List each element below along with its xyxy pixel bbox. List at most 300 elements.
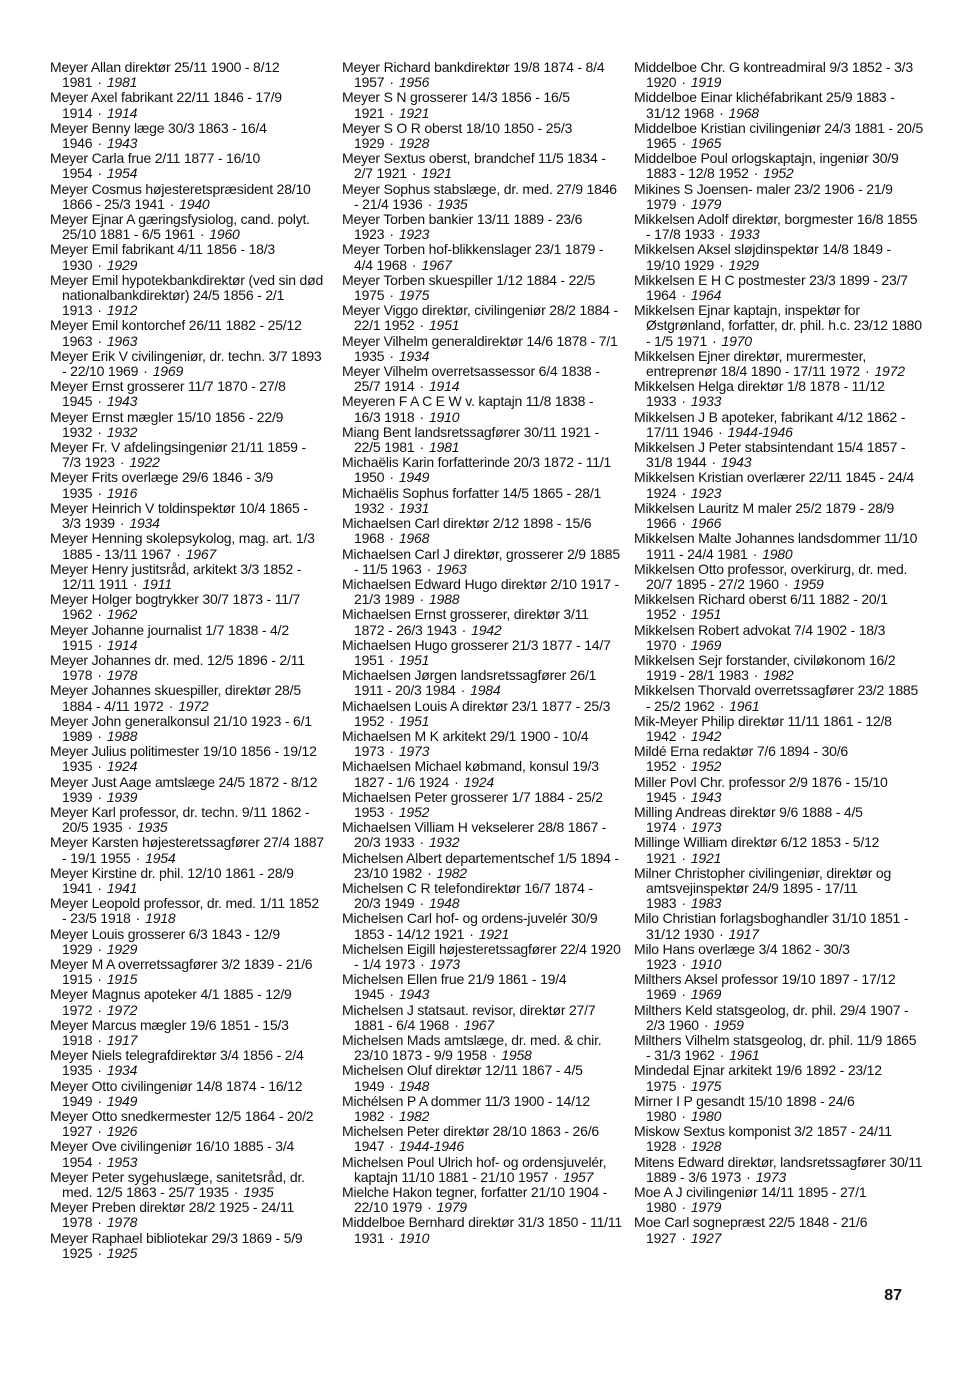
separator-dot: · (419, 895, 424, 912)
separator-dot: · (97, 636, 102, 653)
entry-year: 1948 (398, 1077, 430, 1094)
index-entry (342, 790, 622, 820)
index-entry (342, 759, 622, 789)
index-entry (50, 1200, 326, 1230)
index-entry (342, 547, 622, 577)
entry-text: Middelboe Chr. G kontreadmiral 9/3 1852 - 3/3 1920 (634, 59, 913, 91)
separator-dot: · (97, 1214, 102, 1231)
entry-year: 1963 (106, 332, 138, 349)
separator-dot: · (389, 1138, 394, 1155)
entry-year: 1982 (436, 864, 467, 881)
index-entry (342, 273, 622, 303)
entry-text: Meyer Johanne journalist 1/7 1838 - 4/2 1915 (50, 621, 289, 653)
separator-dot: · (681, 74, 686, 91)
index-entry (634, 379, 924, 409)
index-entry (342, 607, 622, 637)
separator-dot: · (681, 287, 686, 304)
separator-dot: · (681, 393, 686, 410)
entry-text: Meyer Emil fabrikant 4/11 1856 - 18/3 1930 (50, 241, 276, 273)
entry-year: 1917 (106, 1032, 138, 1048)
entry-year: 1984 (470, 682, 501, 699)
index-entry (50, 440, 326, 470)
entry-text: Michelsen Peter direktør 28/10 1863 - 26/6 1947 (342, 1123, 599, 1155)
entry-year: 1951 (428, 317, 460, 334)
entry-text: Mindedal Ejnar arkitekt 19/6 1892 - 23/12 1975 (634, 1062, 882, 1094)
entry-text: Michaelsen Carl direktør 2/12 1898 - 15/6 1968 (342, 515, 592, 547)
entry-year: 1973 (690, 819, 722, 836)
entry-text: Meyer M A overretssagfører 3/2 1839 - 21/6 1915 (50, 955, 313, 988)
entry-year: 1935 (136, 819, 168, 836)
separator-dot: · (389, 104, 394, 121)
entry-text: Mikkelsen Malte Johannes landsdommer 11/10 1911 - 24/4 1981 (634, 530, 918, 562)
entry-year: 1944-1946 (398, 1138, 464, 1155)
entry-text: Meyer S O R oberst 18/10 1850 - 25/3 1929 (342, 119, 573, 152)
index-entry (342, 1155, 622, 1185)
separator-dot: · (752, 545, 758, 562)
entry-text: Meyer Raphael bibliotekar 29/3 1869 - 5/9 1925 (50, 1229, 303, 1261)
entry-text: Meyer Heinrich V toldinspektør 10/4 1865 - 3/3 1939 (50, 499, 308, 532)
index-entry (634, 592, 924, 622)
separator-dot: · (389, 1077, 394, 1094)
index-entry (342, 668, 622, 698)
separator-dot: · (681, 515, 686, 532)
entry-year: 1981 (428, 439, 460, 456)
index-entry (342, 242, 622, 272)
separator-dot: · (419, 439, 424, 456)
entry-text: Mildé Erna redaktør 7/6 1894 - 30/6 1952 (634, 743, 849, 775)
entry-year: 1914 (106, 636, 138, 653)
separator-dot: · (426, 560, 432, 577)
index-entry (634, 653, 924, 683)
entry-year: 1970 (721, 332, 752, 349)
index-entry (342, 425, 622, 455)
index-entry (634, 562, 924, 592)
separator-dot: · (119, 515, 125, 532)
entry-text: Michaelsen Ernst grosserer, direktør 3/11 1872 - 26/3 1943 (342, 606, 589, 638)
index-entry (50, 1170, 326, 1200)
separator-dot: · (681, 606, 686, 623)
entry-year: 1928 (398, 135, 430, 152)
separator-dot: · (681, 788, 686, 805)
entry-year: 1943 (720, 454, 752, 471)
separator-dot: · (97, 727, 102, 744)
index-entry (634, 1033, 924, 1063)
separator-dot: · (97, 1092, 102, 1109)
index-entry (634, 1063, 924, 1093)
separator-dot: · (233, 1184, 239, 1201)
separator-dot: · (97, 1244, 102, 1261)
entry-year: 1943 (398, 986, 430, 1003)
separator-dot: · (389, 530, 394, 547)
index-entry (342, 820, 622, 850)
entry-year: 1975 (398, 287, 430, 304)
index-entry (342, 182, 622, 212)
entry-text: Mikkelsen Aksel sløjdinspektør 14/8 1849 - 19/10 1929 (634, 241, 891, 273)
separator-dot: · (135, 910, 141, 927)
separator-dot: · (681, 895, 686, 912)
entry-year: 1943 (106, 135, 138, 152)
index-entry (50, 1018, 326, 1048)
separator-dot: · (135, 849, 141, 866)
separator-dot: · (97, 393, 102, 410)
entry-text: Mikkelsen Kristian overlærer 22/11 1845 - 24/4 1924 (634, 469, 915, 501)
separator-dot: · (389, 469, 394, 486)
entry-text: Milthers Keld statsgeolog, dr. phil. 29/4 1907 - 2/3 1960 (634, 1001, 909, 1033)
separator-dot: · (97, 1032, 102, 1048)
index-entry (342, 1094, 622, 1124)
separator-dot: · (97, 606, 102, 623)
index-entry (634, 805, 924, 835)
entry-text: Milo Hans overlæge 3/4 1862 - 30/3 1923 (634, 940, 850, 972)
separator-dot: · (97, 484, 102, 501)
entry-year: 1969 (690, 636, 722, 653)
entry-text: Michelsen C R telefondirektør 16/7 1874 - 20/3 1949 (342, 879, 593, 912)
separator-dot: · (97, 971, 102, 988)
entry-text: Michelsen Carl hof- og ordens-juvelér 30/9 1853 - 14/12 1921 (342, 910, 598, 942)
index-entry (50, 1109, 326, 1139)
index-entry (342, 394, 622, 424)
separator-dot: · (427, 195, 433, 212)
entry-text: Michaelsen Villiam H vekselerer 28/8 1867 - 20/3 1933 (342, 819, 607, 851)
entry-text: Meyer Torben bankier 13/11 1889 - 23/6 1923 (342, 211, 583, 243)
index-entry (50, 775, 326, 805)
entry-text: Michelsen J statsaut. revisor, direktør 27/7 1881 - 6/4 1968 (342, 1001, 596, 1033)
entry-year: 1942 (690, 727, 722, 744)
index-entry (50, 987, 326, 1017)
index-entry (342, 303, 622, 333)
entry-text: Mirner I P gesandt 15/10 1898 - 24/6 1980 (634, 1092, 855, 1125)
index-entry (50, 501, 326, 531)
separator-dot: · (719, 226, 725, 243)
entry-year: 1957 (562, 1168, 594, 1185)
entry-year: 1958 (501, 1047, 532, 1064)
entry-text: Michaelsen Carl J direktør, grosserer 2/9 1885 - 11/5 1963 (342, 545, 620, 577)
entry-text: Meyer Just Aage amtslæge 24/5 1872 - 8/12 1939 (50, 773, 318, 805)
entry-year: 1988 (106, 727, 138, 744)
entry-text: Meyer Emil hypotekbankdirektør (ved sin død nationalbankdirektør) 24/5 1856 - 2/1 1913 (50, 271, 324, 319)
entry-year: 1979 (690, 1199, 722, 1216)
entry-year: 1923 (398, 226, 430, 243)
entry-year: 1934 (129, 515, 160, 532)
entry-year: 1911 (142, 575, 172, 592)
entry-text: Meyer Sophus stabslæge, dr. med. 27/9 1846 - 21/4 1936 (342, 180, 617, 212)
entry-text: Mikkelsen Otto professor, overkirurg, dr. med. 20/7 1895 - 27/2 1960 (634, 560, 908, 592)
entry-year: 1934 (106, 1062, 138, 1079)
entry-year: 1914 (106, 104, 138, 121)
entry-year: 1961 (729, 1047, 760, 1064)
entry-year: 1981 (106, 74, 138, 91)
entry-year: 1924 (106, 758, 138, 775)
separator-dot: · (97, 104, 102, 121)
entry-text: Meyer Viggo direktør, civilingeniør 28/2 1884 - 22/1 1952 (342, 302, 618, 334)
entry-text: Michaelsen Michael købmand, konsul 19/3 1827 - 1/6 1924 (342, 758, 599, 790)
entry-text: Michelsen Albert departementschef 1/5 1894 - 23/10 1982 (342, 849, 619, 881)
index-entry (634, 1094, 924, 1124)
index-entry (50, 623, 326, 653)
entry-year: 1949 (398, 469, 430, 486)
index-entry (634, 121, 924, 151)
entry-text: Michaëlis Karin forfatterinde 20/3 1872 - 11/1 1950 (342, 454, 612, 486)
index-entry (342, 364, 622, 394)
entry-year: 1961 (729, 697, 760, 714)
entry-text: Meyer Holger bogtrykker 30/7 1873 - 11/7 1962 (50, 591, 301, 623)
entry-text: Meyer Richard bankdirektør 19/8 1874 - 8/4 1957 (342, 59, 605, 91)
index-entry (634, 470, 924, 500)
index-entry (634, 242, 924, 272)
entry-year: 1966 (690, 515, 722, 532)
entry-year: 1963 (436, 560, 467, 577)
separator-dot: · (718, 423, 723, 440)
entry-text: Mikkelsen Thorvald overretssagfører 23/2 1885 - 25/2 1962 (634, 682, 919, 714)
index-entry (50, 273, 326, 319)
separator-dot: · (97, 1153, 102, 1170)
separator-dot: · (419, 591, 424, 608)
separator-dot: · (97, 1062, 102, 1079)
index-entry (50, 1048, 326, 1078)
index-entry (50, 835, 326, 865)
entry-year: 1922 (129, 454, 160, 471)
entry-text: Michelsen Ellen frue 21/9 1861 - 19/4 1945 (342, 971, 567, 1003)
separator-dot: · (681, 1229, 686, 1246)
entry-year: 1973 (755, 1168, 786, 1185)
entry-text: Mikkelsen J Peter stabsintendant 15/4 1857 - 31/8 1944 (634, 439, 906, 471)
separator-dot: · (681, 955, 686, 972)
index-entry (50, 90, 326, 120)
separator-dot: · (681, 1077, 686, 1094)
index-entry (50, 896, 326, 926)
entry-text: Meyer Johannes dr. med. 12/5 1896 - 2/11 1978 (50, 651, 305, 684)
entry-year: 1979 (690, 195, 722, 212)
index-entry (50, 1139, 326, 1169)
entry-text: Milo Christian forlagsboghandler 31/10 1851 - 31/12 1930 (634, 910, 909, 942)
entry-year: 1962 (106, 606, 138, 623)
index-entry (634, 151, 924, 181)
separator-dot: · (97, 1123, 102, 1140)
entry-year: 1925 (106, 1244, 138, 1261)
index-entry (50, 592, 326, 622)
separator-dot: · (97, 667, 102, 684)
separator-dot: · (97, 758, 102, 775)
separator-dot: · (427, 864, 432, 881)
separator-dot: · (427, 1199, 432, 1216)
separator-dot: · (419, 378, 424, 395)
index-entry (634, 1185, 924, 1215)
index-entry (50, 410, 326, 440)
entry-text: Meyer Sextus oberst, brandchef 11/5 1834 - 2/7 1921 (342, 150, 606, 182)
separator-dot: · (419, 834, 424, 851)
index-entry (342, 455, 622, 485)
separator-dot: · (703, 1016, 709, 1033)
page-number: 87 (884, 1287, 902, 1304)
separator-dot: · (681, 758, 686, 775)
entry-text: Meyer Otto snedkermester 12/5 1864 - 20/2 1927 (50, 1108, 314, 1140)
index-entry (50, 562, 326, 592)
index-entry (342, 1185, 622, 1215)
separator-dot: · (681, 1108, 686, 1125)
index-entry (342, 1215, 622, 1245)
entry-text: Michelsen Eigill højesteretssagfører 22/4 1920 - 1/4 1973 (342, 940, 621, 972)
entry-year: 1954 (145, 849, 176, 866)
entry-year: 1952 (763, 165, 794, 182)
separator-dot: · (681, 819, 686, 836)
entry-text: Mikkelsen Sejr forstander, civiløkonom 16/2 1919 - 28/1 1983 (634, 651, 896, 684)
index-entry (50, 957, 326, 987)
index-column-1 (50, 60, 326, 1261)
separator-dot: · (389, 986, 394, 1003)
index-column-3 (634, 60, 924, 1246)
entry-text: Milling Andreas direktør 9/6 1888 - 4/5 1974 (634, 803, 863, 836)
separator-dot: · (460, 682, 466, 699)
index-entry (342, 121, 622, 151)
index-entry (50, 242, 326, 272)
entry-text: Meyer Karsten højesteretssagfører 27/4 1887 - 19/1 1955 (50, 834, 324, 866)
index-entry (50, 151, 326, 181)
entry-text: Meyer Ove civilingeniør 16/10 1885 - 3/4 1954 (50, 1138, 295, 1170)
separator-dot: · (753, 165, 759, 182)
entry-text: Mikkelsen J B apoteker, fabrikant 4/12 1862 - 17/11 1946 (634, 408, 906, 440)
entry-year: 1934 (398, 347, 430, 364)
index-entry (50, 60, 326, 90)
separator-dot: · (97, 788, 102, 805)
entry-text: Meyer Magnus apoteker 4/1 1885 - 12/9 1972 (50, 986, 292, 1018)
entry-text: Milthers Aksel professor 19/10 1897 - 17/12 1969 (634, 971, 896, 1003)
entry-year: 1972 (106, 1001, 138, 1018)
separator-dot: · (389, 712, 394, 729)
entry-text: Meyer Ejnar A gæringsfysiolog, cand. polyt. 25/10 1881 - 6/5 1961 (50, 211, 310, 243)
entry-text: Millinge William direktør 6/12 1853 - 5/12 1921 (634, 834, 880, 866)
entry-text: Meyer Cosmus højesteretspræsident 28/10 1866 - 25/3 1941 (50, 180, 311, 212)
entry-year: 1921 (478, 925, 510, 942)
entry-text: Meyeren F A C E W v. kaptajn 11/8 1838 - 16/3 1918 (342, 393, 594, 425)
entry-text: Middelboe Poul orlogskaptajn, ingeniør 30/9 1883 - 12/8 1952 (634, 150, 899, 182)
separator-dot: · (119, 454, 125, 471)
entry-year: 1975 (690, 1077, 722, 1094)
separator-dot: · (719, 697, 725, 714)
separator-dot: · (681, 135, 686, 152)
index-entry (342, 212, 622, 242)
index-entry (342, 851, 622, 881)
entry-text: Michelsen Oluf direktør 12/11 1867 - 4/5 1949 (342, 1062, 583, 1094)
separator-dot: · (389, 135, 394, 152)
entry-text: Middelboe Einar klichéfabrikant 25/9 1883 - 31/12 1968 (634, 89, 895, 121)
entry-year: 1927 (690, 1229, 722, 1246)
entry-year: 1917 (728, 925, 759, 942)
separator-dot: · (176, 545, 181, 562)
separator-dot: · (143, 363, 148, 380)
entry-text: Moe A J civilingeniør 14/11 1895 - 27/1 1980 (634, 1184, 867, 1216)
entry-text: Mitens Edward direktør, landsretssagfører 30/11 1889 - 3/6 1973 (634, 1153, 923, 1185)
entry-year: 1932 (428, 834, 460, 851)
entry-text: Michaëlis Sophus forfatter 14/5 1865 - 28/1 1932 (342, 484, 602, 516)
entry-year: 1921 (690, 849, 722, 866)
index-entry (50, 182, 326, 212)
entry-year: 1982 (398, 1108, 430, 1125)
entry-year: 1988 (428, 591, 460, 608)
entry-year: 1969 (152, 363, 184, 380)
separator-dot: · (553, 1168, 558, 1185)
entry-year: 1940 (179, 195, 210, 212)
entry-year: 1933 (729, 226, 760, 243)
index-entry (342, 1063, 622, 1093)
entry-text: Meyer Torben hof-blikkenslager 23/1 1879 - 4/4 1968 (342, 241, 604, 273)
separator-dot: · (420, 955, 425, 972)
entry-text: Meyer Vilhelm overretsassessor 6/4 1838 - 25/7 1914 (342, 363, 600, 395)
entry-text: Meyer Peter sygehuslæge, sanitetsråd, dr. med. 12/5 1863 - 25/7 1935 (50, 1168, 305, 1201)
entry-text: Michaelsen Jørgen landsretssagfører 26/1 1911 - 20/3 1984 (342, 667, 597, 699)
index-entry (634, 501, 924, 531)
index-entry (634, 775, 924, 805)
entry-text: Mielche Hakon tegner, forfatter 21/10 1904 - 22/10 1979 (342, 1184, 608, 1216)
separator-dot: · (389, 287, 394, 304)
entry-text: Meyer Torben skuespiller 1/12 1884 - 22/5 1975 (342, 271, 596, 304)
separator-dot: · (865, 363, 870, 380)
index-entry (634, 835, 924, 865)
entry-year: 1923 (690, 484, 722, 501)
separator-dot: · (97, 332, 102, 349)
index-entry (342, 90, 622, 120)
entry-year: 1954 (106, 165, 138, 182)
index-entry (342, 334, 622, 364)
entry-text: Meyer Karl professor, dr. techn. 9/11 1862 - 20/5 1935 (50, 803, 310, 836)
index-entry (634, 1215, 924, 1245)
separator-dot: · (454, 773, 459, 790)
separator-dot: · (411, 256, 417, 273)
entry-year: 1929 (106, 940, 138, 957)
entry-year: 1982 (763, 667, 794, 684)
entry-year: 1972 (178, 697, 209, 714)
index-entry (342, 151, 622, 181)
entry-text: Mikines S Joensen- maler 23/2 1906 - 21/9 1979 (634, 180, 893, 212)
index-entry (342, 486, 622, 516)
entry-text: Meyer Axel fabrikant 22/11 1846 - 17/9 1914 (50, 89, 282, 121)
entry-year: 1921 (398, 104, 430, 121)
separator-dot: · (681, 636, 686, 653)
entry-text: Michaelsen Peter grosserer 1/7 1884 - 25/2 1953 (342, 788, 603, 820)
index-entry (634, 182, 924, 212)
separator-dot: · (168, 697, 174, 714)
entry-text: Mikkelsen Richard oberst 6/11 1882 - 20/1 1952 (634, 591, 888, 623)
entry-text: Meyer Kirstine dr. phil. 12/10 1861 - 28/9 1941 (50, 864, 294, 896)
index-entry (342, 942, 622, 972)
entry-year: 1916 (106, 484, 138, 501)
entry-year: 1910 (398, 1229, 430, 1246)
entry-text: Meyer Carla frue 2/11 1877 - 16/10 1954 (50, 150, 261, 182)
separator-dot: · (753, 667, 759, 684)
entry-text: Meyer Benny læge 30/3 1863 - 16/4 1946 (50, 119, 267, 152)
entry-text: Mikkelsen E H C postmester 23/3 1899 - 23/7 1964 (634, 271, 908, 304)
separator-dot: · (97, 135, 102, 152)
entry-year: 1935 (437, 195, 468, 212)
entry-text: Michaelsen Louis A direktør 23/1 1877 - 25/3 1952 (342, 697, 611, 729)
separator-dot: · (97, 302, 102, 319)
entry-year: 1978 (106, 667, 138, 684)
separator-dot: · (389, 499, 394, 516)
entry-year: 1978 (106, 1214, 138, 1231)
separator-dot: · (681, 849, 686, 866)
entry-text: Moe Carl sognepræst 22/5 1848 - 21/6 1927 (634, 1214, 868, 1246)
separator-dot: · (389, 1108, 394, 1125)
entry-year: 1929 (106, 256, 138, 273)
separator-dot: · (169, 195, 175, 212)
index-entry (342, 516, 622, 546)
entry-year: 1943 (106, 393, 138, 410)
entry-year: 1967 (421, 256, 452, 273)
entry-text: Michelsen Mads amtslæge, dr. med. & chir. 23/10 1873 - 9/9 1958 (342, 1032, 602, 1064)
entry-text: Mikkelsen Adolf direktør, borgmester 16/8 1855 - 17/8 1933 (634, 211, 918, 243)
separator-dot: · (411, 165, 417, 182)
entry-year: 1983 (690, 895, 722, 912)
separator-dot: · (681, 727, 686, 744)
